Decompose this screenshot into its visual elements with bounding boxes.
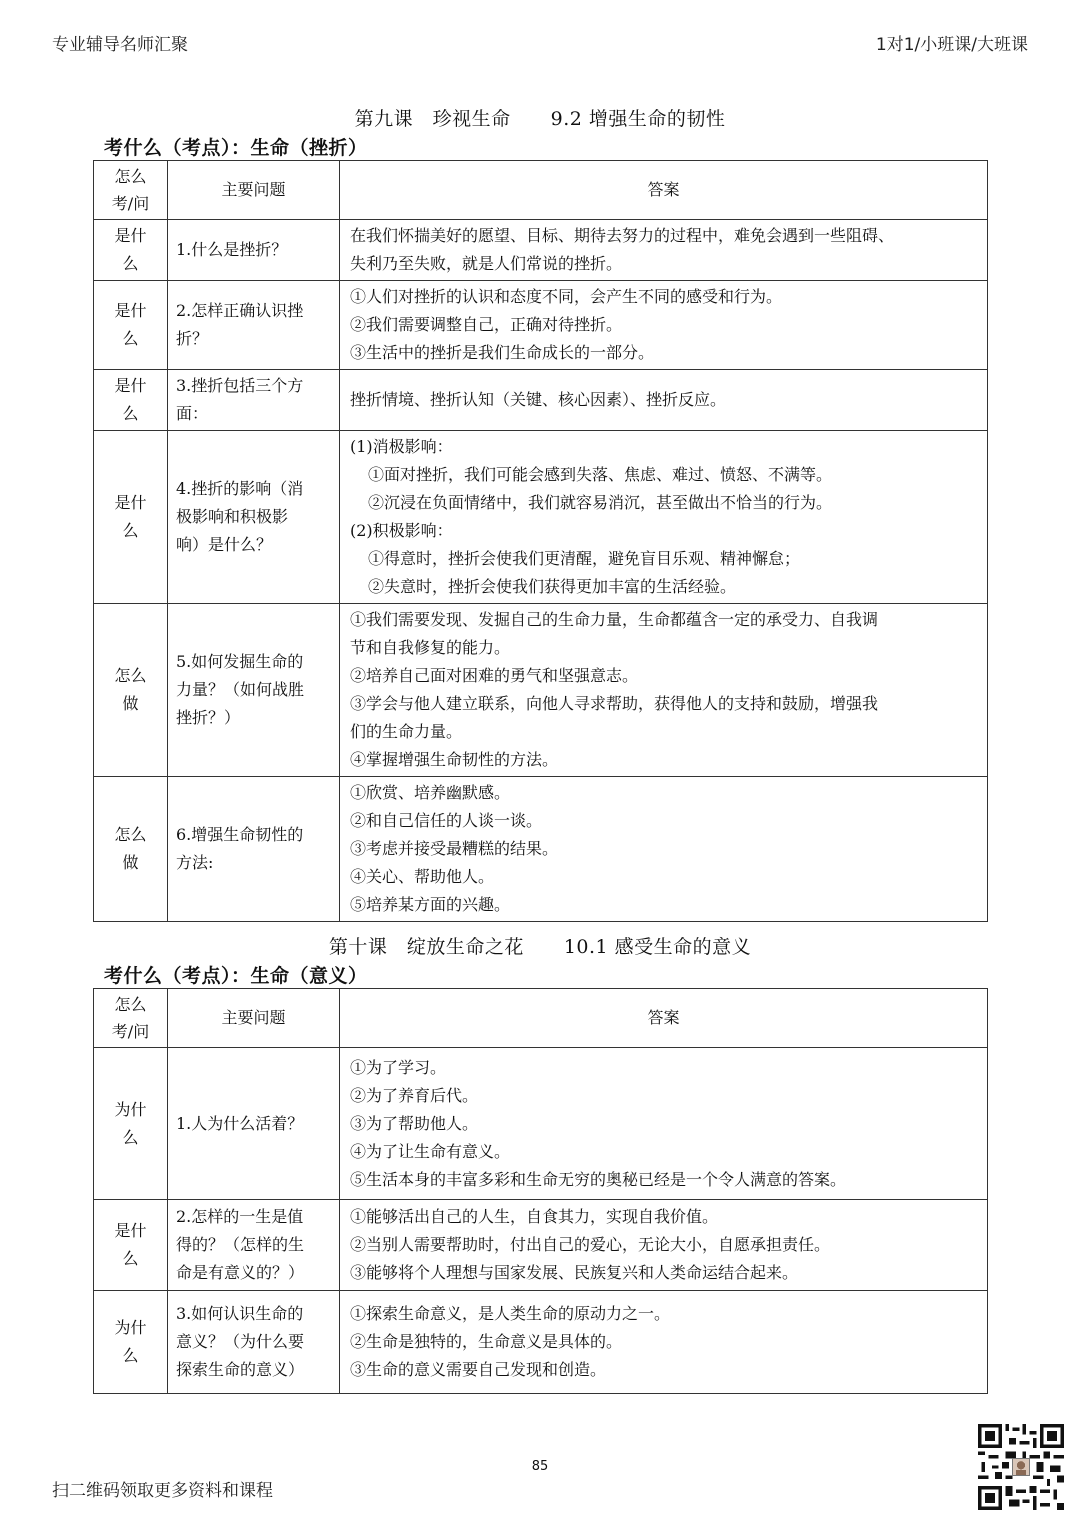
question-type-cell: 为什 么 [94, 1048, 168, 1200]
question-type-cell: 是什 么 [94, 281, 168, 370]
keypoint-label: 考什么（考点）：生命（挫折） [104, 137, 368, 159]
question-cell: 5.如何发掘生命的 力量？（如何战胜 挫折？） [168, 604, 340, 777]
qr-code-icon[interactable] [978, 1424, 1064, 1510]
answer-line: ④掌握增强生命韧性的方法。 [350, 750, 559, 769]
answer-line: ①得意时，挫折会使我们更清醒，避免盲目乐观、精神懈怠； [368, 549, 801, 568]
header-question: 主要问题 [168, 989, 340, 1048]
answer-line: ①我们需要发现、发掘自己的生命力量，生命都蕴含一定的承受力、自我调 [350, 610, 879, 629]
footer-text: 扫二维码领取更多资料和课程 [52, 1481, 273, 1501]
header-right-text: 1对1/小班课/大班课 [875, 35, 1028, 55]
lesson-name: 第九课 珍视生命 [354, 108, 511, 130]
lesson-name: 第十课 绽放生命之花 [328, 936, 524, 958]
question-cell: 6.增强生命韧性的 方法: [168, 777, 340, 922]
header-type: 怎么 考/问 [94, 161, 168, 220]
answer-line: ②失意时，挫折会使我们获得更加丰富的生活经验。 [368, 577, 737, 596]
question-type-cell: 是什 么 [94, 220, 168, 281]
answer-line: ②沉浸在负面情绪中，我们就容易消沉，甚至做出不恰当的行为。 [368, 493, 833, 512]
table-row [94, 1048, 988, 1200]
question-cell: 3.挫折包括三个方 面： [168, 370, 340, 431]
question-type-cell: 怎么 做 [94, 604, 168, 777]
answer-line: ⑤培养某方面的兴趣。 [350, 895, 511, 914]
answer-line: ④关心、帮助他人。 [350, 867, 495, 886]
answer-line: ②我们需要调整自己，正确对待挫折。 [350, 315, 623, 334]
answer-line: 在我们怀揣美好的愿望、目标、期待去努力的过程中，难免会遇到一些阻碍、 [350, 226, 895, 245]
answer-line: (1)消极影响： [350, 437, 453, 456]
answer-cell [340, 1048, 988, 1200]
question-type-cell: 是什 么 [94, 431, 168, 604]
answer-line: 节和自我修复的能力。 [350, 638, 511, 657]
table-row [94, 777, 988, 922]
answer-line: 挫折情境、挫折认知（关键、核心因素）、挫折反应。 [350, 390, 727, 409]
header-question: 主要问题 [168, 161, 340, 220]
lesson-subtitle: 9.2 增强生命的韧性 [550, 108, 726, 130]
answer-line: (2)积极影响： [350, 521, 453, 540]
header-answer: 答案 [340, 161, 988, 220]
qa-table-lesson-10 [93, 988, 988, 1394]
answer-line: ①人们对挫折的认识和态度不同，会产生不同的感受和行为。 [350, 287, 783, 306]
question-type-cell: 为什 么 [94, 1291, 168, 1394]
table-row [94, 431, 988, 604]
answer-cell [340, 777, 988, 922]
header-answer: 答案 [340, 989, 988, 1048]
table-row [94, 1200, 988, 1291]
question-cell: 3.如何认识生命的 意义？（为什么要 探索生命的意义） [168, 1291, 340, 1394]
table-row [94, 370, 988, 431]
answer-line: ①能够活出自己的人生，自食其力，实现自我价值。 [350, 1207, 719, 1226]
answer-line: ②当别人需要帮助时，付出自己的爱心，无论大小，自愿承担责任。 [350, 1235, 831, 1254]
header-left-text: 专业辅导名师汇聚 [52, 35, 188, 55]
answer-line: ⑤生活本身的丰富多彩和生命无穷的奥秘已经是一个令人满意的答案。 [350, 1169, 847, 1189]
table-row [94, 220, 988, 281]
answer-line: ①探索生命意义，是人类生命的原动力之一。 [350, 1304, 671, 1323]
answer-line: ③生活中的挫折是我们生命成长的一部分。 [350, 343, 655, 362]
answer-cell [340, 1200, 988, 1291]
answer-cell [340, 604, 988, 777]
answer-line: ①面对挫折，我们可能会感到失落、焦虑、难过、愤怒、不满等。 [368, 465, 833, 484]
header-type: 怎么 考/问 [94, 989, 168, 1048]
answer-line: ③为了帮助他人。 [350, 1113, 479, 1133]
question-cell: 2.怎样的一生是值 得的？（怎样的生 命是有意义的？） [168, 1200, 340, 1291]
answer-cell [340, 220, 988, 281]
question-cell: 1.什么是挫折？ [168, 220, 340, 281]
question-cell: 2.怎样正确认识挫 折？ [168, 281, 340, 370]
question-type-cell: 怎么 做 [94, 777, 168, 922]
answer-cell [340, 1291, 988, 1394]
question-cell: 4.挫折的影响（消 极影响和积极影 响）是什么？ [168, 431, 340, 604]
table-row [94, 281, 988, 370]
answer-cell [340, 431, 988, 604]
keypoint-label: 考什么（考点）：生命（意义） [104, 965, 368, 987]
page-number: 85 [531, 1459, 549, 1474]
answer-cell [340, 370, 988, 431]
lesson-title-10 [0, 932, 1080, 959]
answer-line: 失利乃至失败，就是人们常说的挫折。 [350, 254, 623, 273]
answer-line: ③考虑并接受最糟糕的结果。 [350, 839, 559, 858]
answer-line: ①欣赏、培养幽默感。 [350, 783, 511, 802]
answer-line: 们的生命力量。 [350, 722, 463, 741]
answer-line: ③生命的意义需要自己发现和创造。 [350, 1360, 607, 1379]
lesson-subtitle: 10.1 感受生命的意义 [563, 936, 752, 958]
answer-cell [340, 281, 988, 370]
answer-line: ④为了让生命有意义。 [350, 1141, 511, 1161]
lesson-title-9 [0, 104, 1080, 131]
table-row [94, 1291, 988, 1394]
question-type-cell: 是什 么 [94, 1200, 168, 1291]
answer-line: ②为了养育后代。 [350, 1085, 479, 1105]
answer-line: ③学会与他人建立联系，向他人寻求帮助，获得他人的支持和鼓励，增强我 [350, 694, 879, 713]
qa-table-lesson-9 [93, 160, 988, 922]
answer-line: ②和自己信任的人谈一谈。 [350, 811, 543, 830]
answer-line: ①为了学习。 [350, 1057, 447, 1077]
answer-line: ②培养自己面对困难的勇气和坚强意志。 [350, 666, 639, 685]
answer-line: ③能够将个人理想与国家发展、民族复兴和人类命运结合起来。 [350, 1263, 799, 1282]
question-cell: 1.人为什么活着？ [168, 1048, 340, 1200]
table-row [94, 604, 988, 777]
answer-line: ②生命是独特的，生命意义是具体的。 [350, 1332, 623, 1351]
question-type-cell: 是什 么 [94, 370, 168, 431]
